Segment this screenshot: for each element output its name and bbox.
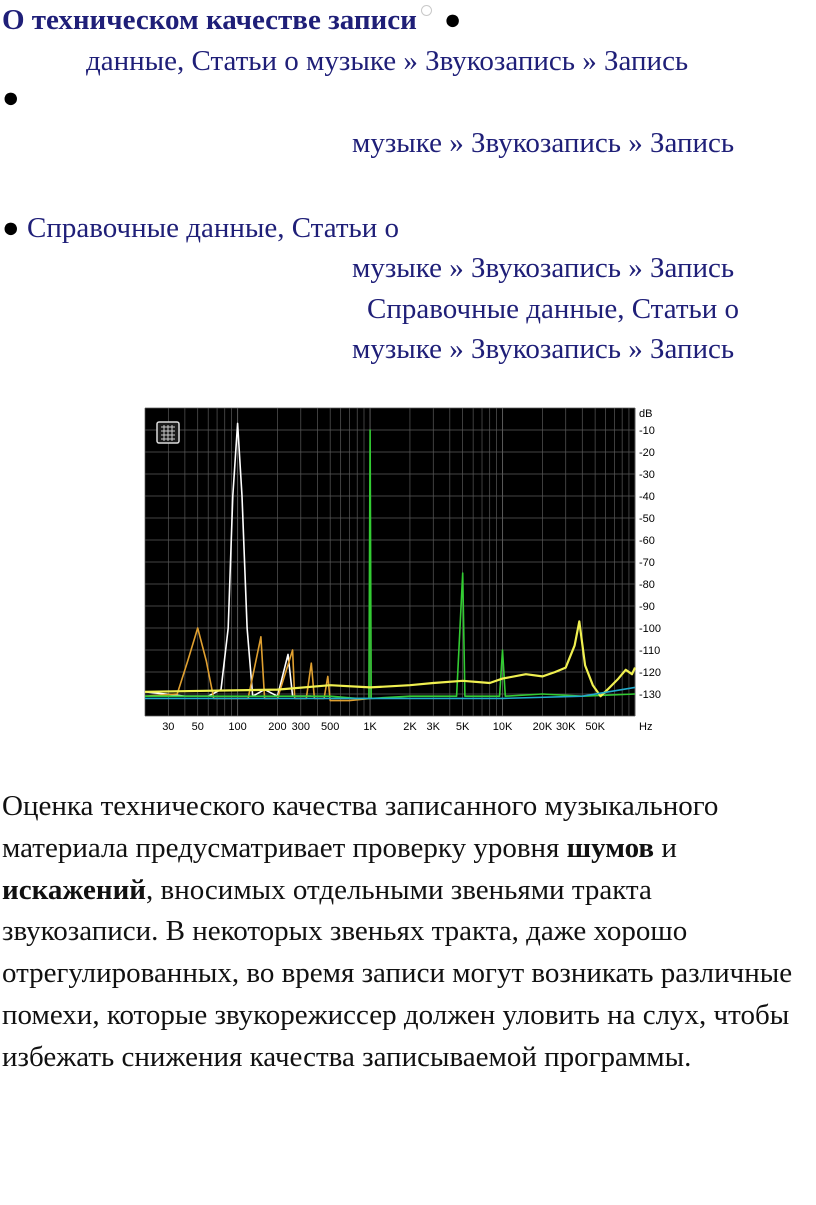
breadcrumb-link-4[interactable]: музыке » Звукозапись » Запись bbox=[352, 252, 735, 284]
breadcrumb-link-1[interactable]: данные, Статьи о музыке » Звукозапись » Запись bbox=[86, 45, 689, 77]
x-tick-label: 1K bbox=[363, 721, 377, 733]
breadcrumb-link-5[interactable]: Справочные данные, Статьи о bbox=[367, 293, 739, 325]
bullet-icon: ● bbox=[2, 212, 20, 244]
article-paragraph bbox=[2, 786, 808, 1079]
y-axis-label: dB bbox=[639, 408, 653, 420]
y-tick-label: -90 bbox=[639, 601, 655, 613]
spectrum-analyzer-chart bbox=[145, 405, 662, 735]
x-tick-label: 30K bbox=[555, 721, 576, 733]
breadcrumb-1 bbox=[86, 45, 688, 78]
x-tick-label: 50K bbox=[585, 721, 605, 733]
y-tick-label: -100 bbox=[639, 623, 662, 635]
y-tick-label: -80 bbox=[639, 579, 655, 591]
y-tick-label: -20 bbox=[639, 447, 655, 459]
x-axis-label: Hz bbox=[639, 721, 653, 733]
x-tick-label: 30 bbox=[162, 721, 175, 733]
breadcrumb-3 bbox=[27, 212, 399, 245]
grid-toggle-icon[interactable] bbox=[157, 422, 179, 443]
page-title bbox=[2, 4, 461, 37]
x-tick-label: 500 bbox=[321, 721, 340, 733]
breadcrumb-5 bbox=[367, 293, 739, 326]
term-distortion: искажений bbox=[2, 873, 146, 906]
breadcrumb-link-2[interactable]: музыке » Звукозапись » Запись bbox=[352, 127, 735, 159]
y-tick-label: -30 bbox=[639, 469, 655, 481]
bullet-icon: ● bbox=[443, 4, 462, 36]
bullet-icon: ● bbox=[2, 82, 20, 114]
x-tick-label: 2K bbox=[403, 721, 417, 733]
y-tick-label: -120 bbox=[639, 667, 662, 679]
x-tick-label: 3K bbox=[426, 721, 440, 733]
breadcrumb-2 bbox=[352, 127, 734, 160]
y-tick-label: -50 bbox=[639, 513, 655, 525]
x-tick-label: 200 bbox=[268, 721, 287, 733]
x-tick-label: 50 bbox=[191, 721, 204, 733]
circle-icon bbox=[421, 5, 432, 16]
y-tick-label: -10 bbox=[639, 425, 655, 437]
y-tick-label: -110 bbox=[639, 645, 661, 657]
x-tick-label: 10K bbox=[492, 721, 513, 733]
y-tick-label: -40 bbox=[639, 491, 655, 503]
paragraph-text-2: и bbox=[654, 831, 677, 864]
x-tick-label: 5K bbox=[455, 721, 470, 733]
breadcrumb-4 bbox=[352, 252, 734, 285]
paragraph-text-1: Оценка технического качества записанного музыкального материала предусматривает проверку уровня bbox=[2, 790, 719, 864]
breadcrumb-6 bbox=[352, 333, 734, 366]
x-tick-label: 300 bbox=[291, 721, 310, 733]
x-tick-label: 20K bbox=[532, 721, 553, 733]
breadcrumb-link-6[interactable]: музыке » Звукозапись » Запись bbox=[352, 333, 735, 365]
paragraph-text-3: , вносимых отдельными звеньями тракта звукозаписи. В некоторых звеньях тракта, даже хорошо отрегулированных, во время записи могут возникать различные помехи, которые звукорежиссер должен уловить на слух, чтобы избежать снижения качества записываемой программы. bbox=[2, 873, 793, 1073]
y-tick-label: -70 bbox=[639, 557, 655, 569]
y-tick-label: -130 bbox=[639, 689, 662, 701]
breadcrumb-link-3[interactable]: Справочные данные, Статьи о bbox=[27, 212, 399, 244]
title-text: О техническом качестве записи bbox=[2, 4, 417, 36]
x-tick-label: 100 bbox=[228, 721, 247, 733]
term-noise: шумов bbox=[566, 831, 655, 864]
y-tick-label: -60 bbox=[639, 535, 655, 547]
